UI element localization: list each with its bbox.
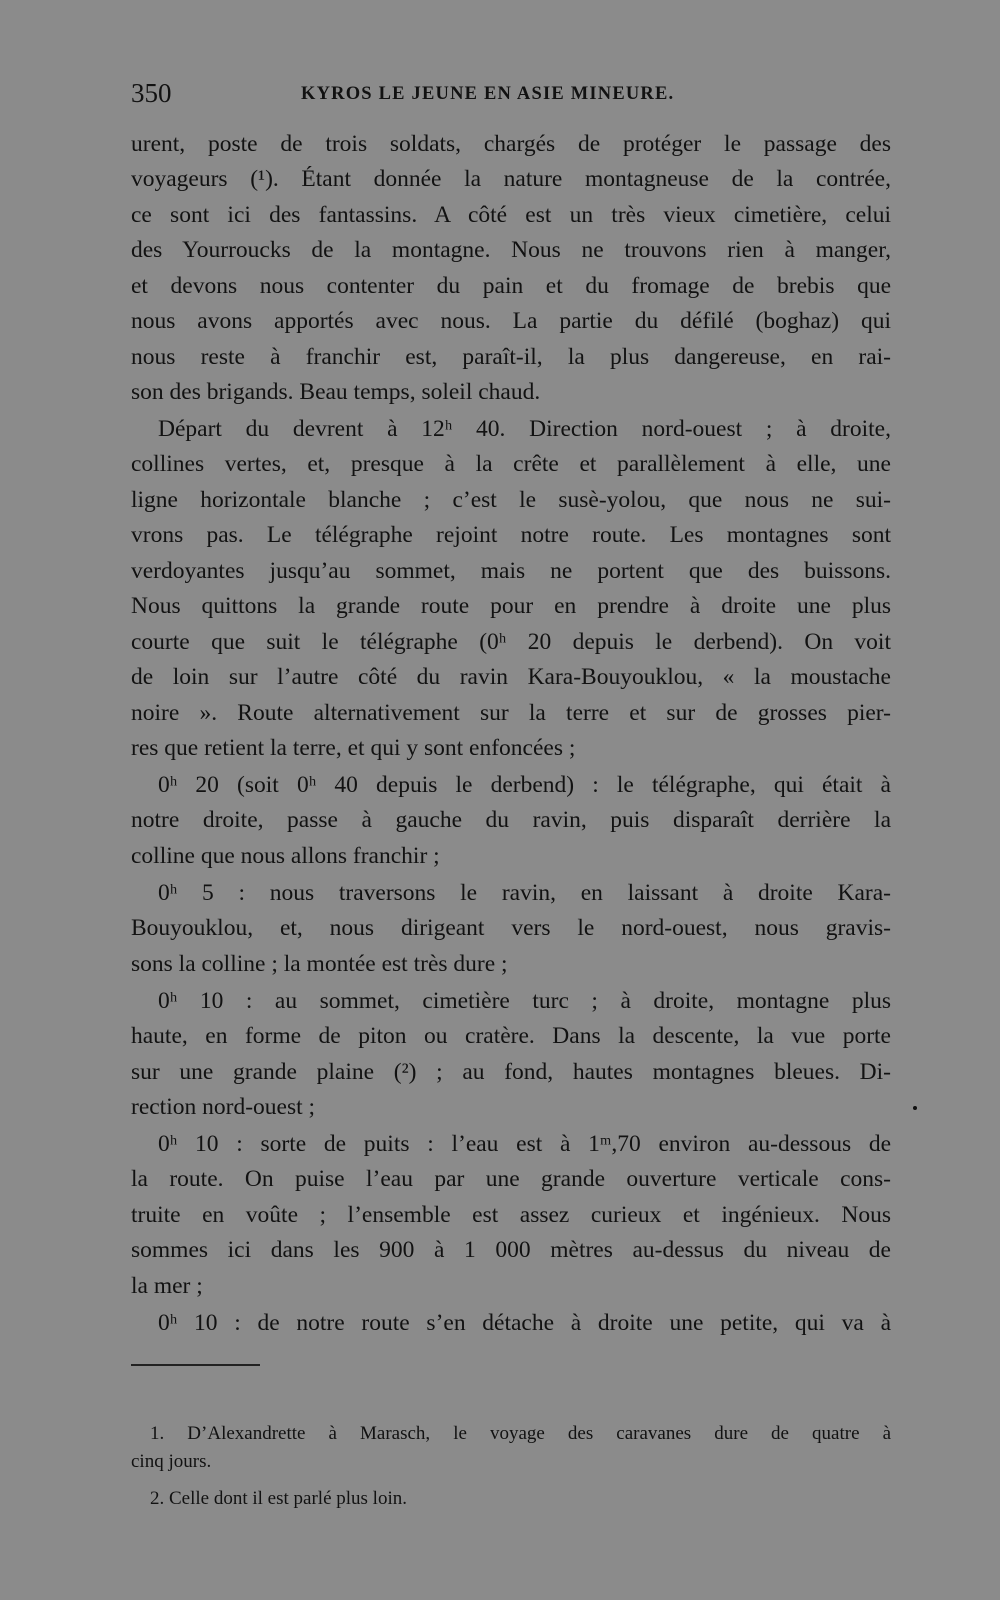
text-line: res que retient la terre, et qui y sont enfoncées ; <box>131 735 576 761</box>
text-line: noire ». Route alternativement sur la terre et sur de grosses pier- <box>131 700 891 726</box>
text-line: 0ʰ 10 : au sommet, cimetière turc ; à droite, montagne plus <box>158 988 891 1014</box>
text-line: 0ʰ 10 : sorte de puits : l’eau est à 1ᵐ,70 environ au-dessous de <box>158 1131 891 1157</box>
text-line: et devons nous contenter du pain et du fromage de brebis que <box>131 273 891 299</box>
scan-speck <box>913 1106 917 1110</box>
text-line: rection nord-ouest ; <box>131 1094 316 1120</box>
text-line: Départ du devrent à 12ʰ 40. Direction nord-ouest ; à droite, <box>158 416 891 442</box>
text-line: collines vertes, et, presque à la crête et parallèlement à elle, une <box>131 451 891 477</box>
text-line: la route. On puise l’eau par une grande ouverture verticale cons- <box>131 1166 891 1192</box>
text-line: vrons pas. Le télégraphe rejoint notre route. Les montagnes sont <box>131 522 891 548</box>
text-line: de loin sur l’autre côté du ravin Kara-Bouyouklou, « la moustache <box>131 664 891 690</box>
text-line: nous reste à franchir est, paraît-il, la plus dangereuse, en rai- <box>131 344 891 370</box>
text-line: la mer ; <box>131 1273 203 1299</box>
footnote-line: 1. D’Alexandrette à Marasch, le voyage des caravanes dure de quatre à <box>150 1423 891 1444</box>
text-line: son des brigands. Beau temps, soleil chaud. <box>131 379 541 405</box>
footnote-line: cinq jours. <box>131 1451 212 1472</box>
running-title: KYROS LE JEUNE EN ASIE MINEURE. <box>301 84 675 104</box>
text-line: nous avons apportés avec nous. La partie du défilé (boghaz) qui <box>131 308 891 334</box>
text-line: voyageurs (¹). Étant donnée la nature montagneuse de la contrée, <box>131 166 891 192</box>
text-line: courte que suit le télégraphe (0ʰ 20 depuis le derbend). On voit <box>131 629 891 655</box>
text-line: Bouyouklou, et, nous dirigeant vers le nord-ouest, nous gravis- <box>131 915 891 941</box>
text-line: notre droite, passe à gauche du ravin, puis disparaît derrière la <box>131 807 891 833</box>
text-line: truite en voûte ; l’ensemble est assez curieux et ingénieux. Nous <box>131 1202 891 1228</box>
text-line: ligne horizontale blanche ; c’est le susè-yolou, que nous ne sui- <box>131 487 891 513</box>
text-line: sons la colline ; la montée est très dure ; <box>131 951 508 977</box>
page-header <box>131 76 891 110</box>
text-line: 0ʰ 20 (soit 0ʰ 40 depuis le derbend) : le télégraphe, qui était à <box>158 772 891 798</box>
text-line: haute, en forme de piton ou cratère. Dans la descente, la vue porte <box>131 1023 891 1049</box>
footnote-separator <box>131 1364 260 1366</box>
text-line: Nous quittons la grande route pour en prendre à droite une plus <box>131 593 891 619</box>
text-line: urent, poste de trois soldats, chargés de protéger le passage des <box>131 131 891 157</box>
text-line: 0ʰ 10 : de notre route s’en détache à droite une petite, qui va à <box>158 1310 891 1336</box>
page-number: 350 <box>131 78 172 108</box>
text-line: verdoyantes jusqu’au sommet, mais ne portent que des buissons. <box>131 558 891 584</box>
text-line: sommes ici dans les 900 à 1 000 mètres au-dessus du niveau de <box>131 1237 891 1263</box>
text-line: colline que nous allons franchir ; <box>131 843 440 869</box>
footnote-line: 2. Celle dont il est parlé plus loin. <box>150 1488 407 1509</box>
text-line: ce sont ici des fantassins. A côté est un très vieux cimetière, celui <box>131 202 891 228</box>
text-line: sur une grande plaine (²) ; au fond, hautes montagnes bleues. Di- <box>131 1059 891 1085</box>
text-line: des Yourroucks de la montagne. Nous ne trouvons rien à manger, <box>131 237 891 263</box>
text-line: 0ʰ 5 : nous traversons le ravin, en laissant à droite Kara- <box>158 880 891 906</box>
